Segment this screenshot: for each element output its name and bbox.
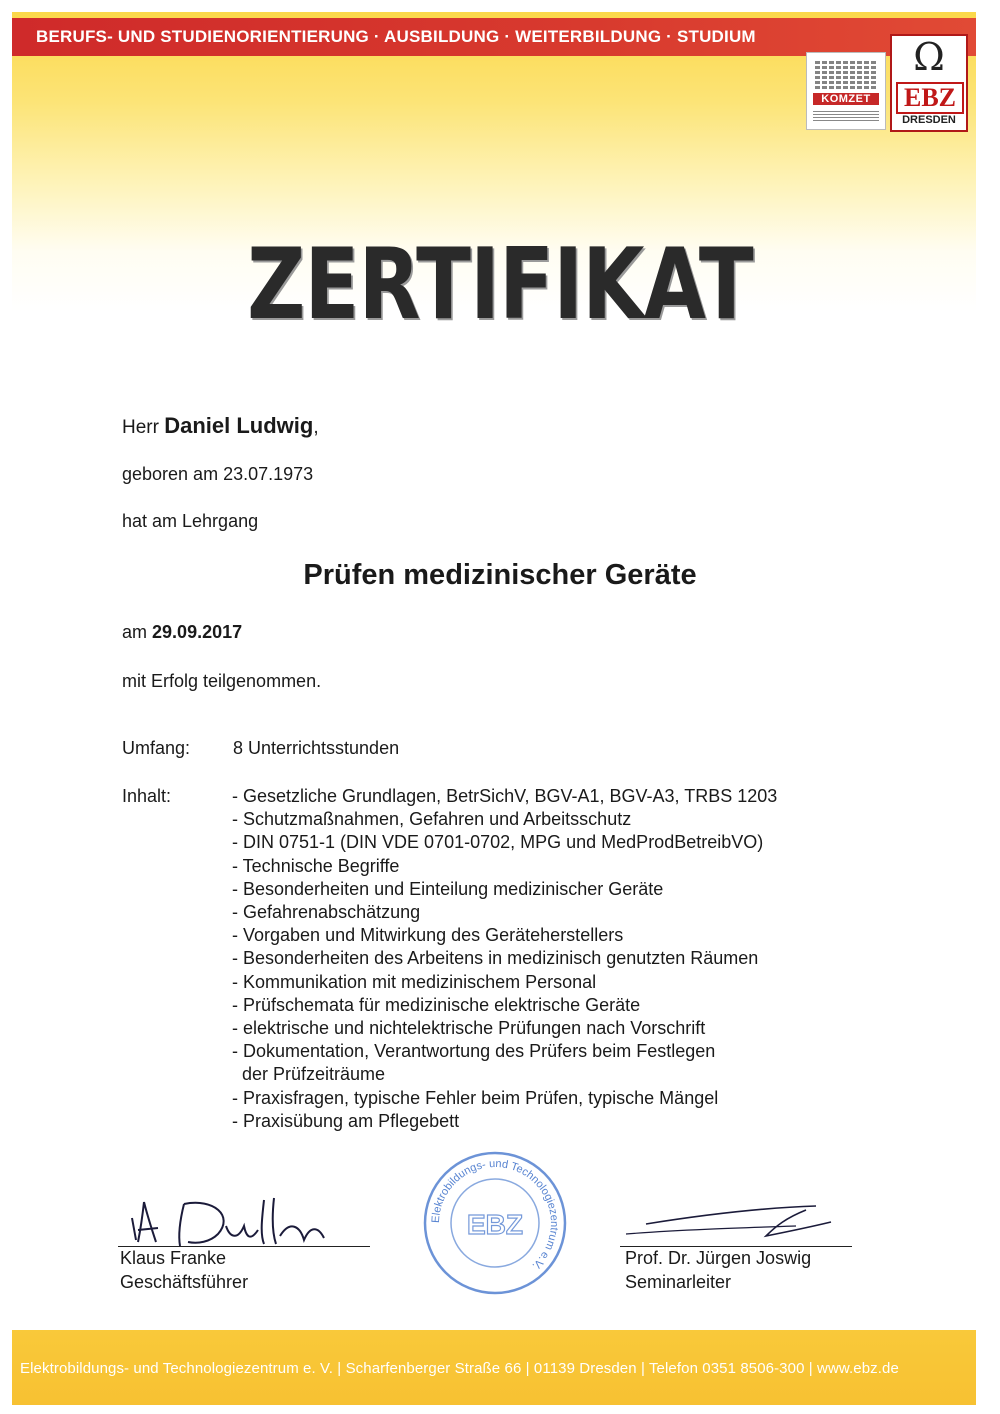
recipient-line xyxy=(122,413,319,439)
course-date: 29.09.2017 xyxy=(152,622,243,642)
komzet-logo xyxy=(806,52,886,130)
header-band-text: BERUFS- UND STUDIENORIENTIERUNG · AUSBILDUNG · WEITERBILDUNG · STUDIUM xyxy=(36,27,756,46)
komzet-small-print xyxy=(813,111,879,121)
name-suffix: , xyxy=(313,417,319,438)
inhalt-item: - Gesetzliche Grundlagen, BetrSichV, BGV-A1, BGV-A3, TRBS 1203 xyxy=(232,786,778,806)
course-date-line xyxy=(122,622,242,643)
salutation: Herr xyxy=(122,417,159,438)
stamp-ring-text: Elektrobildungs- und Technologiezentrum e.V. xyxy=(429,1157,561,1272)
inhalt-item: - Besonderheiten und Einteilung medizinischer Geräte xyxy=(232,878,664,899)
inhalt-item: - DIN 0751-1 (DIN VDE 0701-0702, MPG und MedProdBetreibVO) xyxy=(232,832,764,853)
omega-icon: Ω xyxy=(913,35,945,79)
course-title: Prüfen medizinischer Geräte xyxy=(303,559,697,591)
signatory-left-role: Geschäftsführer xyxy=(120,1272,249,1292)
inhalt-item: - Besonderheiten des Arbeitens in medizinisch genutzten Räumen xyxy=(232,948,759,969)
inhalt-item: - Prüfschemata für medizinische elektrische Geräte xyxy=(232,994,641,1015)
date-prefix: am xyxy=(122,622,148,642)
recipient-name: Daniel Ludwig xyxy=(164,413,314,438)
inhalt-list xyxy=(232,785,777,1133)
inhalt-item: - Technische Begriffe xyxy=(232,855,400,876)
stamp-center-text: EBZ xyxy=(467,1209,523,1240)
inhalt-item: - Dokumentation, Verantwortung des Prüfers beim Festlegen xyxy=(232,1041,716,1062)
birth-date: geboren am 23.07.1973 xyxy=(122,464,314,484)
umfang-value: 8 Unterrichtsstunden xyxy=(233,738,400,758)
inhalt-item: - Praxisfragen, typische Fehler beim Prüfen, typische Mängel xyxy=(232,1087,719,1108)
ebz-logo-text: EBZ xyxy=(896,82,964,114)
inhalt-item: - Kommunikation mit medizinischem Personal xyxy=(232,971,597,992)
inhalt-item: - elektrische und nichtelektrische Prüfungen nach Vorschrift xyxy=(232,1018,706,1039)
inhalt-item: - Schutzmaßnahmen, Gefahren und Arbeitsschutz xyxy=(232,809,632,830)
inhalt-label: Inhalt: xyxy=(122,786,172,806)
signatory-left-name: Klaus Franke xyxy=(120,1248,227,1268)
certificate-title: ZERTIFIKAT xyxy=(247,228,753,342)
inhalt-item: - Gefahrenabschätzung xyxy=(232,902,421,923)
inhalt-item: der Prüfzeiträume xyxy=(232,1064,386,1085)
ebz-logo xyxy=(890,34,968,132)
result-text: mit Erfolg teilgenommen. xyxy=(122,671,322,691)
ebz-logo-city: DRESDEN xyxy=(902,114,956,126)
umfang-label: Umfang: xyxy=(122,738,191,758)
signatory-right-name: Prof. Dr. Jürgen Joswig xyxy=(625,1248,812,1268)
komzet-label: KOMZET xyxy=(813,93,879,105)
course-intro: hat am Lehrgang xyxy=(122,511,259,531)
signature-line-left xyxy=(118,1246,370,1247)
official-stamp xyxy=(420,1148,570,1298)
signature-left xyxy=(114,1190,384,1250)
signature-right xyxy=(616,1196,856,1246)
inhalt-item: - Praxisübung am Pflegebett xyxy=(232,1110,460,1131)
signature-line-right xyxy=(620,1246,852,1247)
inhalt-item: - Vorgaben und Mitwirkung des Geräteherstellers xyxy=(232,925,624,946)
footer-text: Elektrobildungs- und Technologiezentrum e. V. | Scharfenberger Straße 66 | 01139 Dresden | Telefon 0351 8506-300 | www.ebz.de xyxy=(20,1360,899,1377)
signatory-right-role: Seminarleiter xyxy=(625,1272,732,1292)
komzet-grid-graphic xyxy=(815,59,877,89)
